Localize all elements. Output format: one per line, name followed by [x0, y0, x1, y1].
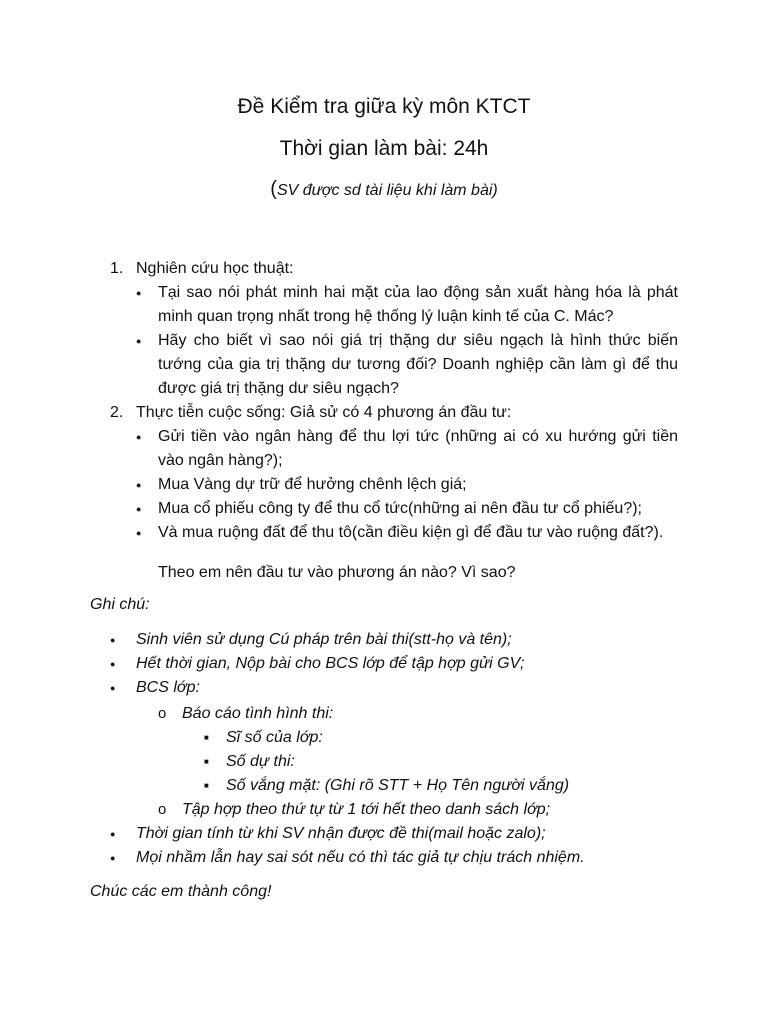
- notes-list: [110, 628, 710, 700]
- question-2-heading: [110, 401, 511, 425]
- list-item: ● Sinh viên sử dụng Cú pháp trên bài thi(stt-họ và tên);: [110, 628, 710, 652]
- question-2-number: 2.: [110, 404, 124, 421]
- list-item: ● Mọi nhầm lẫn hay sai sót nếu có thì tác giả tự chịu trách nhiệm.: [110, 846, 710, 870]
- notes-list-more: [110, 822, 710, 870]
- list-item: ● Mua cổ phiếu công ty để thu cổ tức(những ai nên đầu tư cổ phiếu?);: [136, 497, 678, 521]
- notes-label: Ghi chú:: [90, 596, 150, 613]
- list-item: o Tập hợp theo thứ tự từ 1 tới hết theo danh sách lớp;: [158, 798, 718, 822]
- question-1-heading: [110, 257, 293, 281]
- closing-text: Chúc các em thành công!: [90, 883, 272, 900]
- list-item: ● Hãy cho biết vì sao nói giá trị thặng dư siêu ngạch là hình thức biến tướng của gia trị thặng dư tương đối? Doanh nghiệp cần làm gì để thu được giá trị thặng dư siêu ngạch?: [136, 329, 678, 401]
- question-2-label: Thực tiễn cuộc sống: Giả sử có 4 phương án đầu tư:: [136, 404, 512, 421]
- exam-title: Đề Kiểm tra giữa kỳ môn KTCT: [237, 95, 531, 118]
- notes-sublist-collect: [158, 798, 718, 822]
- list-item: ● Và mua ruộng đất để thu tô(cần điều kiện gì để đầu tư vào ruộng đất?).: [136, 521, 678, 545]
- list-item: o Báo cáo tình hình thi:: [158, 702, 718, 726]
- list-item: ■ Sĩ số của lớp:: [204, 726, 724, 750]
- exam-note-text: SV được sd tài liệu khi làm bài): [276, 182, 498, 199]
- list-item: ● Gửi tiền vào ngân hàng để thu lợi tức (những ai có xu hướng gửi tiền vào ngân hàng?);: [136, 425, 678, 473]
- list-item: ● Thời gian tính từ khi SV nhận được đề thi(mail hoặc zalo);: [110, 822, 710, 846]
- exam-note: [0, 178, 768, 202]
- notes-report-details: [204, 726, 724, 798]
- list-item: ■ Số dự thi:: [204, 750, 724, 774]
- list-item: ● BCS lớp:: [110, 676, 710, 700]
- exam-note-paren: (: [270, 178, 277, 200]
- list-item: ● Tại sao nói phát minh hai mặt của lao động sản xuất hàng hóa là phát minh quan trọng nhất trong hệ thống lý luận kinh tế của C. Mác?: [136, 281, 678, 329]
- question-1-number: 1.: [110, 260, 124, 277]
- question-1-label: Nghiên cứu học thuật:: [136, 260, 294, 277]
- list-item: ● Mua Vàng dự trữ để hưởng chênh lệch giá;: [136, 473, 678, 497]
- list-item: ■ Số vắng mặt: (Ghi rõ STT + Họ Tên người vắng): [204, 774, 724, 798]
- list-item: ● Hết thời gian, Nộp bài cho BCS lớp để tập hợp gửi GV;: [110, 652, 710, 676]
- question-2-list: [136, 425, 678, 545]
- question-1-list: [136, 281, 678, 401]
- notes-sublist-report: [158, 702, 718, 726]
- question-2-prompt: Theo em nên đầu tư vào phương án nào? Vì sao?: [158, 564, 516, 581]
- exam-duration: Thời gian làm bài: 24h: [279, 137, 489, 160]
